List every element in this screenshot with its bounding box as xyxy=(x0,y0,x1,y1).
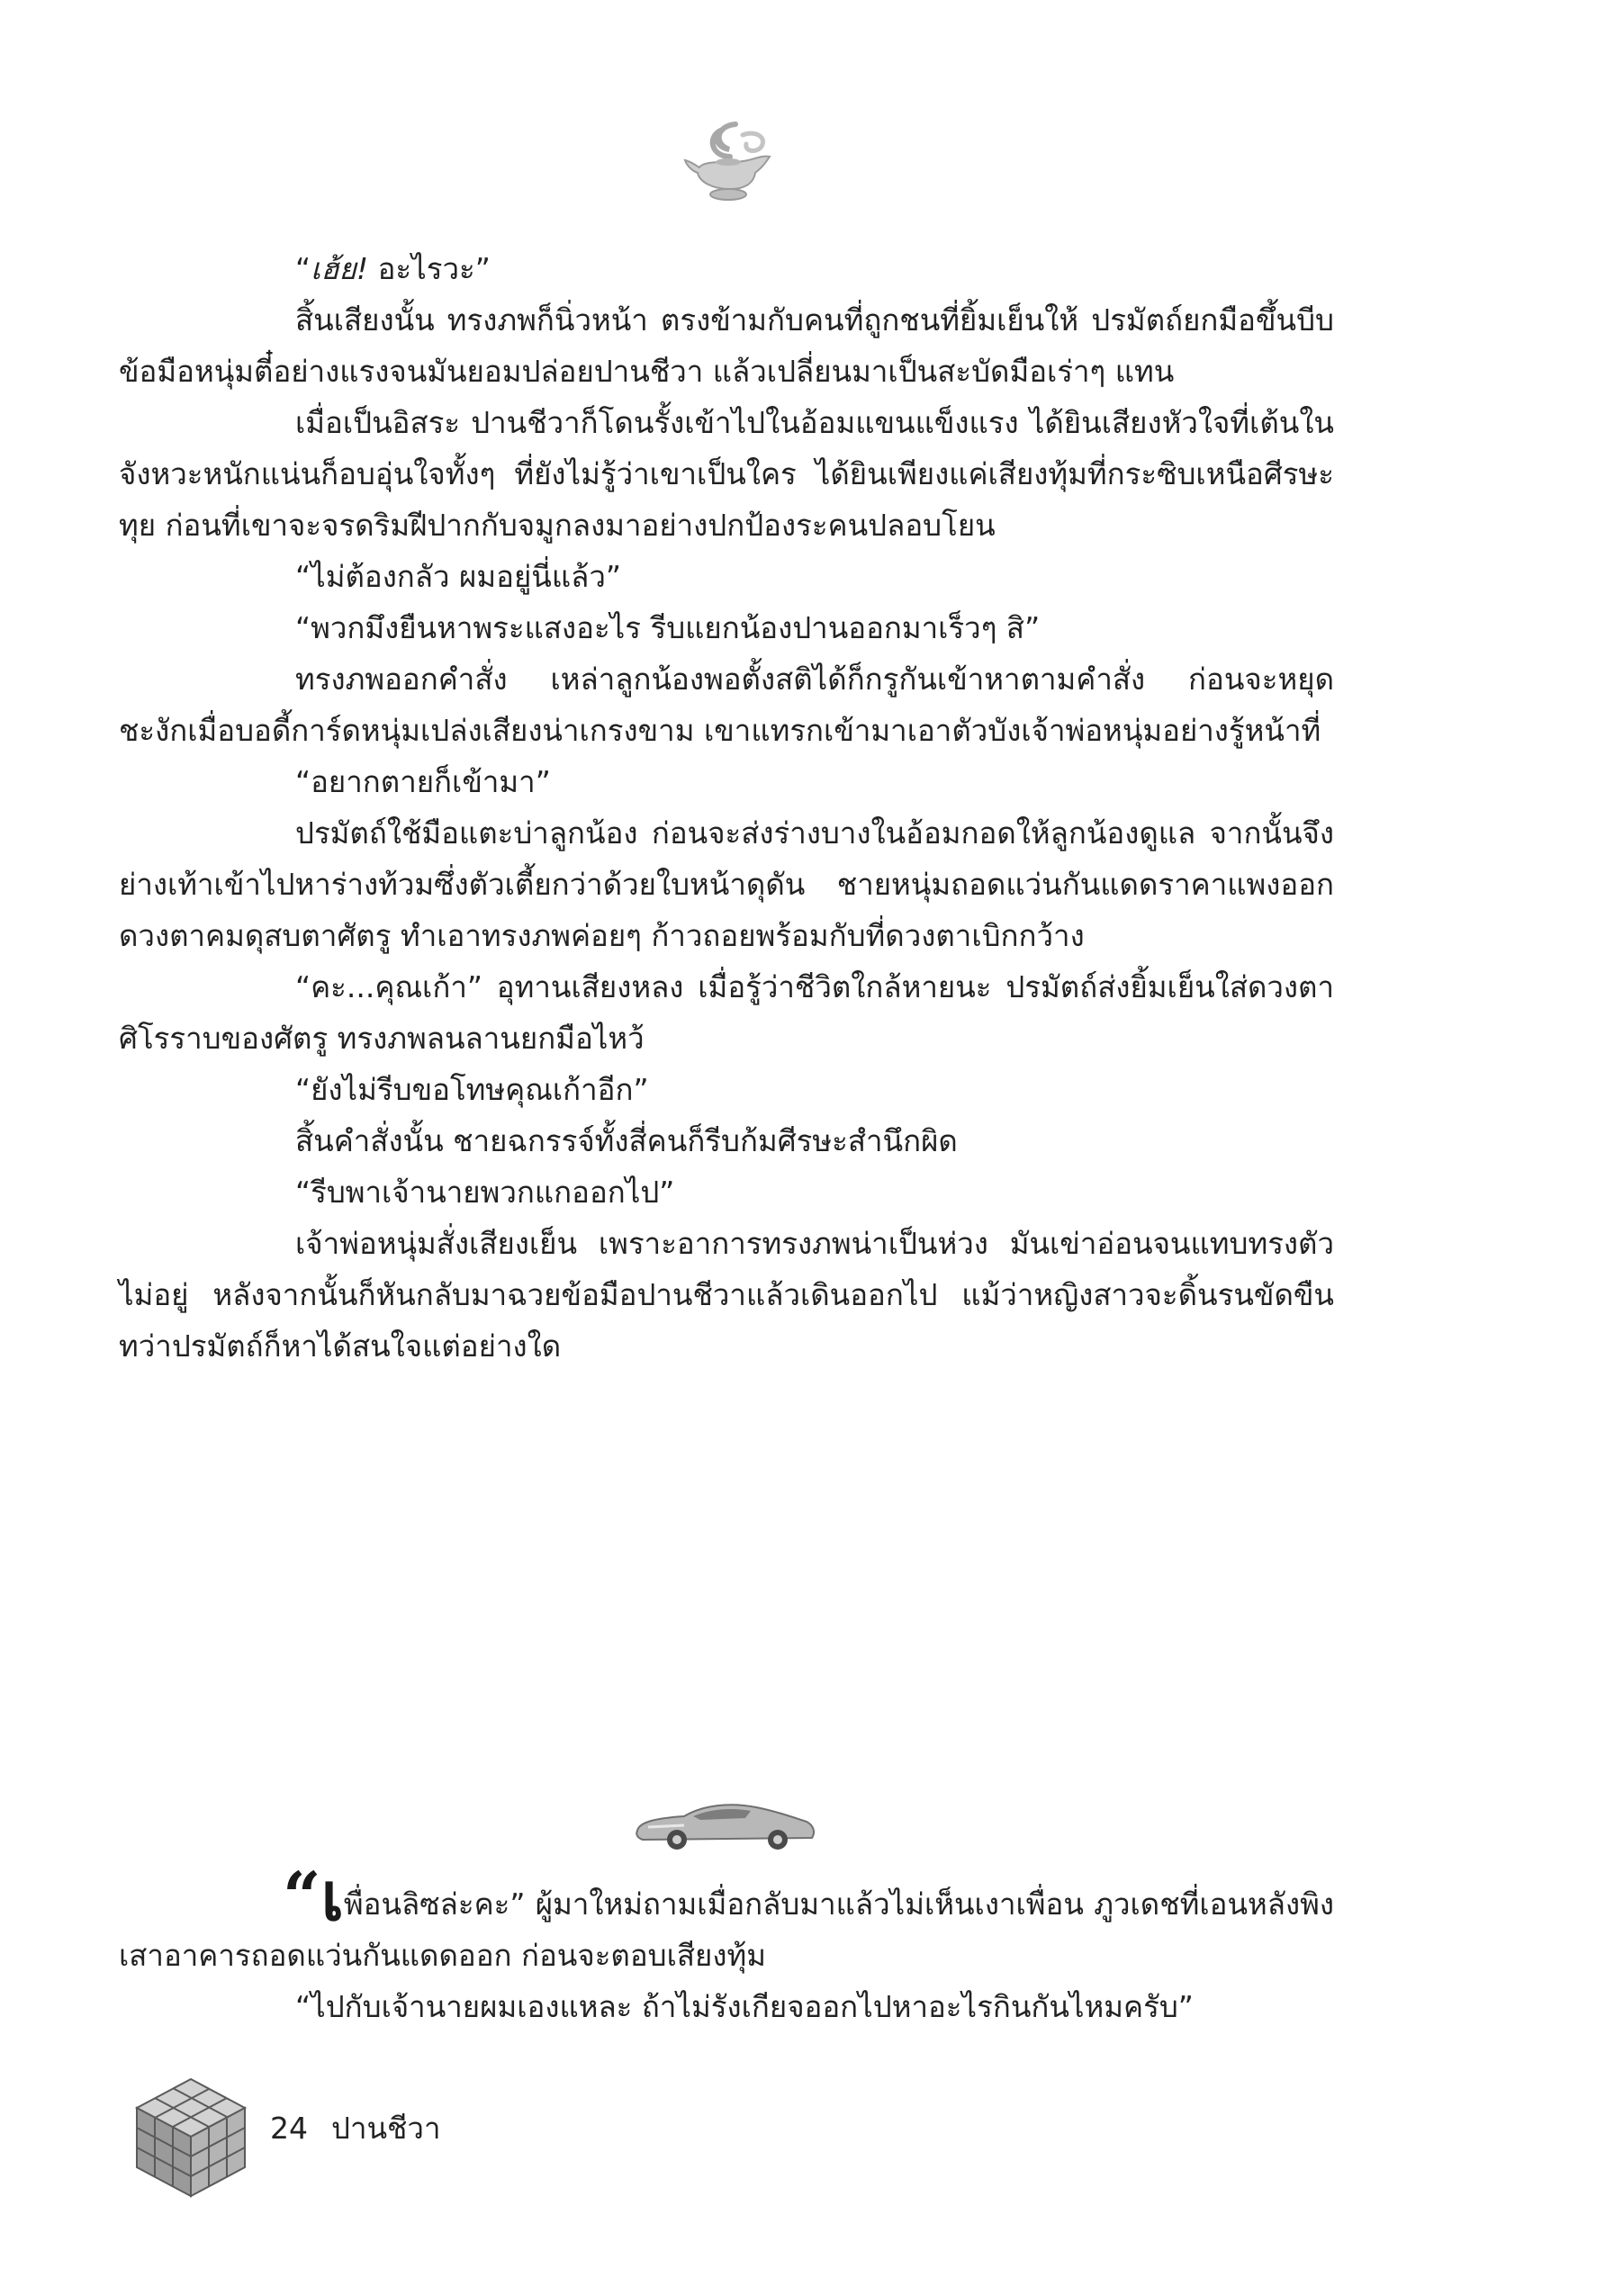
book-title: ปานชีวา xyxy=(331,2111,441,2146)
paragraph-text: ปรมัตถ์ใช้มือแตะบ่าลูกน้อง ก่อนจะส่งร่างบางในอ้อมกอดให้ลูกน้องดูแล จากนั้นจึงย่างเท้าเข้าไปหาร่างท้วมซึ่งตัวเตี้ยกว่าด้วยใบหน้าดุดัน ชายหนุ่มถอดแว่นกันแดดราคาแพงออก ดวงตาคมดุสบตาศัตรู ทำเอาทรงภพค่อยๆ ก้าวถอยพร้อมกับที่ดวงตาเบิกกว้าง xyxy=(119,815,1334,953)
paragraph-text: ทรงภพออกคำสั่ง เหล่าลูกน้องพอตั้งสติได้ก็กรูกันเข้าหาตามคำสั่ง ก่อนจะหยุดชะงักเมื่อบอดี้การ์ดหนุ่มเปล่งเสียงน่าเกรงขาม เขาแทรกเข้ามาเอาตัวบังเจ้าพ่อหนุ่มอย่างรู้หน้าที่ xyxy=(119,662,1334,748)
paragraph xyxy=(119,602,1334,653)
paragraph xyxy=(119,1064,1334,1115)
paragraph xyxy=(119,1115,1334,1166)
chapter-text-section-2 xyxy=(119,1859,1334,2032)
paragraph xyxy=(119,961,1334,1064)
paragraph-text: “ไม่ต้องกลัว ผมอยู่นี่แล้ว” xyxy=(295,559,621,594)
paragraph: “ไปกับเจ้านายผมเองแหละ ถ้าไม่รังเกียจออกไปหาอะไรกินกันไหมครับ” xyxy=(295,1989,1194,2024)
paragraph xyxy=(119,807,1334,961)
paragraph xyxy=(119,294,1334,397)
chapter-text xyxy=(119,243,1334,1372)
paragraph-emphasis: เฮ้ย! xyxy=(311,251,369,286)
rubik-cube-icon xyxy=(128,2070,254,2205)
page-number: 24 xyxy=(270,2111,308,2146)
paragraph xyxy=(119,243,1334,294)
paragraph xyxy=(119,756,1334,807)
paragraph-text: เจ้าพ่อหนุ่มสั่งเสียงเย็น เพราะอาการทรงภพน่าเป็นห่วง มันเข่าอ่อนจนแทบทรงตัวไม่อยู่ หลังจากนั้นก็หันกลับมาฉวยข้อมือปานชีวาแล้วเดินออกไป แม้ว่าหญิงสาวจะดิ้นรนขัดขืน ทว่าปรมัตถ์ก็หาได้สนใจแต่อย่างใด xyxy=(119,1226,1334,1364)
paragraph xyxy=(119,1218,1334,1372)
sports-car-icon xyxy=(630,1791,819,1854)
paragraph xyxy=(119,653,1334,756)
paragraph-text: สิ้นคำสั่งนั้น ชายฉกรรจ์ทั้งสี่คนก็รีบก้มศีรษะสำนึกผิด xyxy=(295,1123,958,1158)
paragraph-text: สิ้นเสียงนั้น ทรงภพก็นิ่วหน้า ตรงข้ามกับคนที่ถูกชนที่ยิ้มเย็นให้ ปรมัตถ์ยกมือขึ้นบีบข้อมือหนุ่มตี๋อย่างแรงจนมันยอมปล่อยปานชีวา แล้วเปลี่ยนมาเป็นสะบัดมือเร่าๆ แทน xyxy=(119,302,1334,389)
drop-cap: “เ xyxy=(283,1859,344,1936)
paragraph-text: “รีบพาเจ้านายพวกแกออกไป” xyxy=(295,1175,675,1210)
page-footer xyxy=(270,2111,464,2147)
dropcap-paragraph-text: พื่อนลิซล่ะคะ” ผู้มาใหม่ถามเมื่อกลับมาแล้วไม่เห็นเงาเพื่อน ภูวเดชที่เอนหลังพิงเสาอาคารถอดแว่นกันแดดออก ก่อนจะตอบเสียงทุ้ม xyxy=(119,1886,1334,1973)
paragraph xyxy=(119,1166,1334,1218)
paragraph-text: “ยังไม่รีบขอโทษคุณเก้าอีก” xyxy=(295,1072,649,1107)
dropcap-paragraph xyxy=(119,1859,1334,1981)
paragraph-prefix: “ xyxy=(295,251,311,286)
genie-lamp-icon xyxy=(680,117,779,207)
paragraph-text: เมื่อเป็นอิสระ ปานชีวาก็โดนรั้งเข้าไปในอ้อมแขนแข็งแรง ได้ยินเสียงหัวใจที่เต้นในจังหวะหนักแน่นก็อบอุ่นใจทั้งๆ ที่ยังไม่รู้ว่าเขาเป็นใคร ได้ยินเพียงแค่เสียงทุ้มที่กระซิบเหนือศีรษะทุย ก่อนที่เขาจะจรดริมฝีปากกับจมูกลงมาอย่างปกป้องระคนปลอบโยน xyxy=(119,405,1334,543)
paragraph-text: “อยากตายก็เข้ามา” xyxy=(295,764,551,799)
paragraph-text: “คะ...คุณเก้า” อุทานเสียงหลง เมื่อรู้ว่าชีวิตใกล้หายนะ ปรมัตถ์ส่งยิ้มเย็นใส่ดวงตาศิโรราบของศัตรู ทรงภพลนลานยกมือไหว้ xyxy=(119,969,1334,1056)
paragraph-text: “พวกมึงยืนหาพระแสงอะไร รีบแยกน้องปานออกมาเร็วๆ สิ” xyxy=(295,610,1041,645)
paragraph xyxy=(119,397,1334,551)
paragraph xyxy=(119,551,1334,602)
paragraph-text: อะไรวะ” xyxy=(368,251,491,286)
